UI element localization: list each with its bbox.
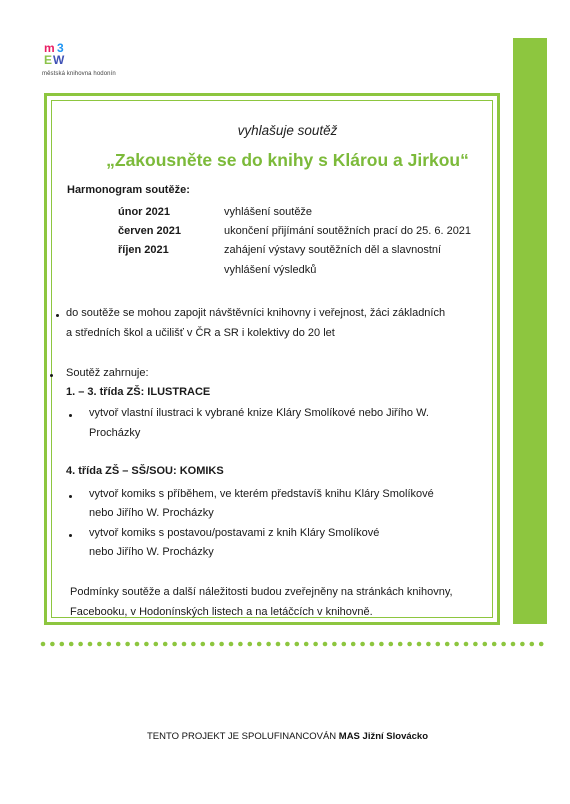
schedule-date: červen 2021 — [118, 225, 181, 237]
schedule-heading: Harmonogram soutěže: — [67, 184, 190, 196]
funding-text: TENTO PROJEKT JE SPOLUFINANCOVÁN — [146, 731, 339, 742]
category-heading: 1. – 3. třída ZŠ: ILUSTRACE — [66, 386, 211, 398]
competition-intro: Soutěž zahrnuje: — [66, 367, 149, 379]
schedule-desc: zahájení výstavy soutěžních děl a slavnostní — [224, 244, 442, 256]
schedule-desc: ukončení přijímání soutěžních prací do 25. 6. 2021 — [224, 225, 472, 237]
category-item-line: nebo Jiřího W. Procházky — [89, 507, 214, 519]
conditions-line: Podmínky soutěže a další náležitosti budou zveřejněny na stránkách knihovny, — [70, 586, 453, 598]
conditions-line: Facebooku, v Hodonínských listech a na letáčcích v knihovně. — [70, 606, 373, 618]
competition-title: „Zakousněte se do knihy s Klárou a Jirkou“ — [106, 150, 469, 170]
category-item-line: nebo Jiřího W. Procházky — [89, 546, 214, 558]
funding-partner: MAS Jižní Slovácko — [338, 731, 429, 742]
schedule-date: říjen 2021 — [118, 244, 169, 256]
schedule-date: únor 2021 — [118, 206, 170, 218]
schedule-desc-continued: vyhlášení výsledků — [224, 264, 317, 276]
bullet-icon — [69, 534, 72, 537]
bullet-icon — [56, 314, 59, 317]
bullet-icon — [50, 374, 53, 377]
library-logo-text: městská knihovna hodonín — [42, 71, 116, 77]
svg-text:m: m — [44, 41, 55, 55]
bullet-icon — [69, 414, 72, 417]
svg-text:E: E — [44, 53, 53, 65]
category-heading: 4. třída ZŠ – SŠ/SOU: KOMIKS — [66, 465, 224, 477]
bullet-icon — [69, 495, 72, 498]
category-item-line: vytvoř komiks s příběhem, ve kterém představíš knihu Kláry Smolíkové — [89, 488, 434, 500]
dotted-divider — [40, 641, 545, 647]
participants-line: do soutěže se mohou zapojit návštěvníci knihovny i veřejnost, žáci základních — [66, 307, 446, 319]
library-logo-icon — [44, 41, 76, 65]
svg-text:W: W — [53, 53, 65, 65]
category-item-line: vytvoř vlastní ilustraci k vybrané knize Kláry Smolíkové nebo Jiřího W. — [89, 407, 429, 419]
schedule-desc: vyhlášení soutěže — [224, 206, 313, 218]
participants-line: a středních škol a učilišť v ČR a SR i kolektivy do 20 let — [66, 327, 335, 339]
category-item-line: vytvoř komiks s postavou/postavami z knih Kláry Smolíkové — [89, 527, 380, 539]
funding-footer — [0, 731, 570, 742]
category-item-line: Procházky — [89, 427, 141, 439]
svg-text:3: 3 — [57, 41, 64, 55]
announce-text: vyhlašuje soutěž — [237, 123, 338, 138]
